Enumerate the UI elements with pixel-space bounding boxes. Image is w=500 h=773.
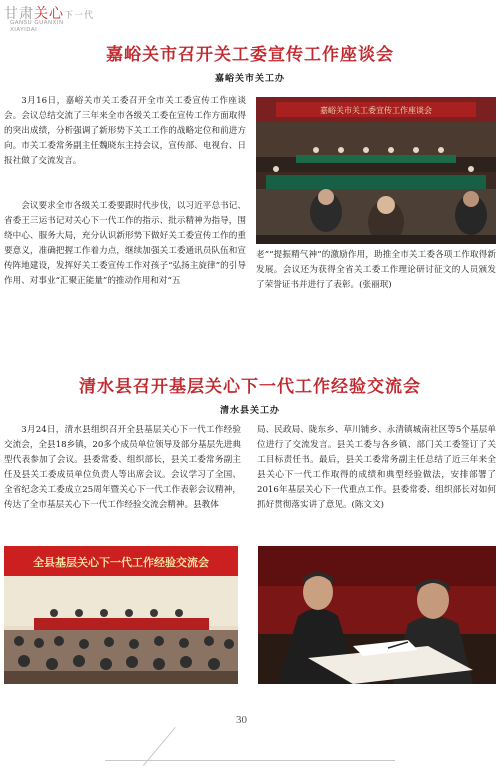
logo-heart: 关心 (34, 6, 64, 22)
article1-byline: 嘉峪关市关工办 (214, 74, 285, 84)
article1-para3: 老”“提振精气神”的激励作用，助推全市关工委各项工作取得新发展。会议还为获得全省关工委工作理论研讨征文的人员颁发了荣誉证书并进行了表彰。(张丽珉) (256, 250, 496, 290)
article2-photo-right (258, 546, 496, 684)
article2-para1: 3月24日，清水县组织召开全县基层关心下一代工作经验交流会，全县18乡镇，20多个成员单位领导及部分基层先进典型代表参加了会议。县委常委、组织部长，县关工委常务副主任及县关工委成员单位负责人等出席会议。会议学习了全国、全省纪念关工委成立25周年暨关心下一代工作表彰会议精神，传达了全市基层关心下一代工作经验交流会精神。县教体 (4, 425, 241, 510)
article1-para1: 3月16日，嘉峪关市关工委召开全市关工委宣传工作座谈会。会议总结交流了三年来全市各级关工委在宣传工作方面取得的突出成绩，分析强调了新形势下关工工作的战略定位和前进方向。市关工委常务副主任魏晓东主持会议，宣传部、电视台、日报社做了交流发言。 (4, 96, 246, 166)
article2-title: 清水县召开基层关心下一代工作经验交流会 (79, 377, 421, 397)
footer-divider (105, 760, 395, 761)
logo-prefix: 甘肃 (4, 6, 34, 22)
article1-photo-banner: 嘉峪关市关工委宣传工作座谈会 (320, 106, 432, 115)
logo-suffix: 下一代 (64, 11, 95, 21)
magazine-logo (4, 3, 95, 39)
article1-para2: 会议要求全市各级关工委要跟时代步伐，以习近平总书记、省委王三运书记对关心下一代工作的指示、批示精神为指导，围绕中心、服务大局，充分认识新形势下做好关工委宣传工作的重要意义，准确把握工作着力点，继续加强关工委通讯员队伍和宣传阵地建设，发挥好关工委宣传工作对孩子“弘扬主旋律”的引导作用、对事业“汇聚正能量”的推动作用和对“五 (4, 201, 246, 286)
logo-english: GANSU GUANXIN XIAYIDAI (10, 20, 64, 33)
article2-photo-left (4, 546, 238, 684)
page-number: 30 (236, 714, 247, 726)
article1-photo (256, 97, 496, 244)
article2-byline: 清水县关工办 (219, 406, 280, 416)
article1-title: 嘉峪关市召开关工委宣传工作座谈会 (106, 45, 394, 65)
article2-photo-banner: 全县基层关心下一代工作经验交流会 (33, 556, 209, 569)
article2-para2: 局、民政局、陇东乡、草川铺乡、永清镇城南社区等5个基层单位进行了交流发言。县关工委与各乡镇、部门关工委签订了关工目标责任书。最后，县关工委常务副主任总结了近三年来全县关心下一代工作取得的成绩和典型经验做法，安排部署了2016年基层关心下一代重点工作。县委常委、组织部长对如何抓好贯彻落实讲了意见。(陈文文) (257, 425, 496, 510)
